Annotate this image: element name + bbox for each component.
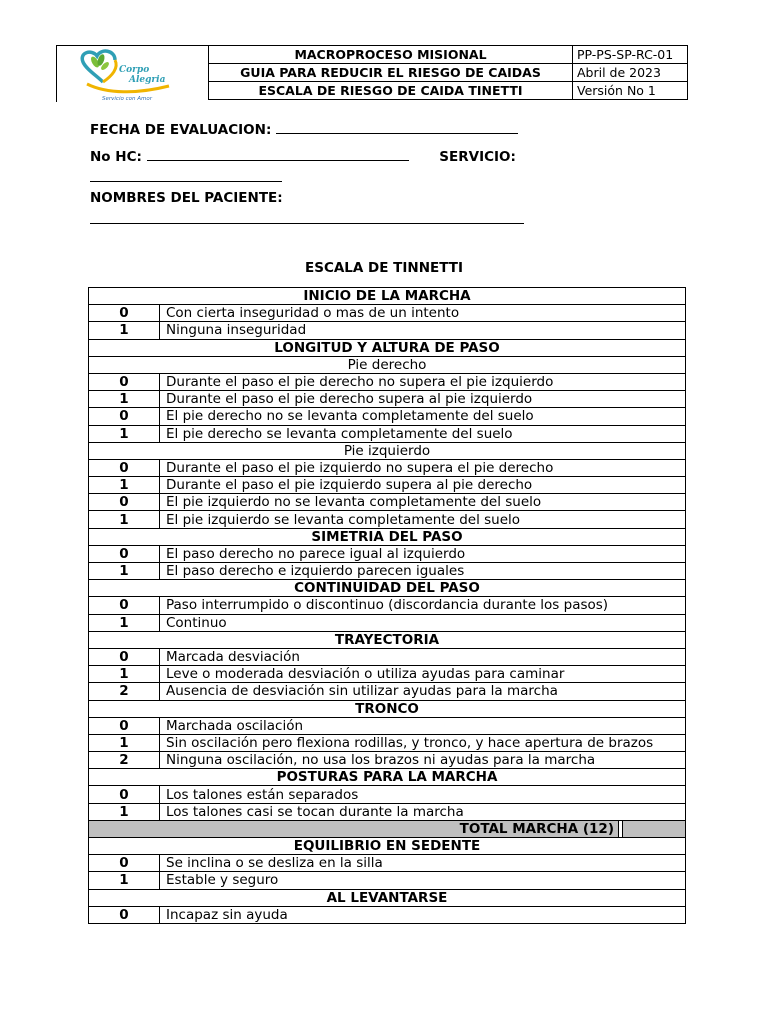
- score-cell: 1: [89, 425, 160, 442]
- svg-text:Corpo: Corpo: [119, 65, 150, 75]
- score-cell: 0: [89, 373, 160, 390]
- table-row: [89, 786, 686, 803]
- header-date: Abril de 2023: [573, 64, 688, 82]
- description-cell: Sin oscilación pero flexiona rodillas, y tronco, y hace apertura de brazos: [160, 734, 686, 751]
- table-row: [89, 683, 686, 700]
- table-row: [89, 494, 686, 511]
- table-row: [89, 305, 686, 322]
- description-cell: El paso derecho no parece igual al izquierdo: [160, 545, 686, 562]
- table-row: [89, 872, 686, 889]
- table-row: [89, 391, 686, 408]
- score-cell: 1: [89, 872, 160, 889]
- score-cell: 0: [89, 717, 160, 734]
- hc-field: [90, 146, 516, 165]
- score-cell: 0: [89, 408, 160, 425]
- score-cell: 1: [89, 477, 160, 494]
- header-title-2: GUIA PARA REDUCIR EL RIESGO DE CAIDAS: [209, 64, 573, 82]
- score-cell: 0: [89, 786, 160, 803]
- company-logo: [56, 45, 209, 102]
- description-cell: El paso derecho e izquierdo parecen iguales: [160, 563, 686, 580]
- description-cell: Continuo: [160, 614, 686, 631]
- table-row: [89, 545, 686, 562]
- table-row: [89, 597, 686, 614]
- description-cell: Durante el paso el pie derecho no supera el pie izquierdo: [160, 373, 686, 390]
- servicio-label: SERVICIO:: [439, 149, 516, 165]
- table-row: [89, 614, 686, 631]
- section-equilibrio: EQUILIBRIO EN SEDENTE: [89, 838, 686, 855]
- tinetti-table: [88, 287, 686, 924]
- description-cell: Los talones están separados: [160, 786, 686, 803]
- table-row: [89, 906, 686, 923]
- description-cell: El pie derecho no se levanta completamente del suelo: [160, 408, 686, 425]
- nombres-label: NOMBRES DEL PACIENTE:: [90, 190, 283, 206]
- table-row: [89, 322, 686, 339]
- fecha-blank[interactable]: [276, 119, 518, 134]
- section-trayectoria: TRAYECTORIA: [89, 631, 686, 648]
- description-cell: El pie derecho se levanta completamente del suelo: [160, 425, 686, 442]
- table-row: [89, 563, 686, 580]
- nombres-blank[interactable]: [90, 209, 524, 224]
- logo-icon: [57, 46, 207, 102]
- fecha-label: FECHA DE EVALUACION:: [90, 122, 272, 138]
- svg-text:Servicio con Amor: Servicio con Amor: [102, 96, 152, 102]
- total-marcha-cell: [89, 820, 686, 837]
- subsection-pie-derecho: Pie derecho: [89, 356, 686, 373]
- header-code: PP-PS-SP-RC-01: [573, 46, 688, 64]
- score-cell: 0: [89, 906, 160, 923]
- description-cell: Paso interrumpido o discontinuo (discordancia durante los pasos): [160, 597, 686, 614]
- header-title-3: ESCALA DE RIESGO DE CAIDA TINETTI: [209, 82, 573, 100]
- score-cell: 1: [89, 511, 160, 528]
- score-cell: 0: [89, 648, 160, 665]
- description-cell: Durante el paso el pie izquierdo no supera el pie derecho: [160, 459, 686, 476]
- header-title-1: MACROPROCESO MISIONAL: [209, 46, 573, 64]
- hc-label: No HC:: [90, 149, 142, 165]
- score-cell: 1: [89, 614, 160, 631]
- score-cell: 0: [89, 459, 160, 476]
- score-cell: 2: [89, 752, 160, 769]
- svg-text:Alegria: Alegria: [129, 75, 166, 85]
- score-cell: 2: [89, 683, 160, 700]
- description-cell: Marcada desviación: [160, 648, 686, 665]
- description-cell: El pie izquierdo no se levanta completamente del suelo: [160, 494, 686, 511]
- score-cell: 0: [89, 305, 160, 322]
- score-cell: 1: [89, 563, 160, 580]
- total-marcha-row: [89, 820, 686, 837]
- section-title: ESCALA DE TINNETTI: [305, 260, 463, 276]
- table-row: [89, 373, 686, 390]
- table-row: [89, 511, 686, 528]
- score-cell: 0: [89, 597, 160, 614]
- table-row: [89, 408, 686, 425]
- fecha-field: [90, 119, 518, 138]
- table-row: [89, 717, 686, 734]
- section-posturas: POSTURAS PARA LA MARCHA: [89, 769, 686, 786]
- section-simetria: SIMETRIA DEL PASO: [89, 528, 686, 545]
- table-row: [89, 734, 686, 751]
- nombres-line-field: [90, 209, 524, 228]
- section-inicio: INICIO DE LA MARCHA: [89, 288, 686, 305]
- score-cell: 0: [89, 545, 160, 562]
- table-row: [89, 855, 686, 872]
- score-cell: 1: [89, 391, 160, 408]
- hc-blank[interactable]: [147, 146, 409, 161]
- description-cell: Ausencia de desviación sin utilizar ayudas para la marcha: [160, 683, 686, 700]
- table-row: [89, 459, 686, 476]
- table-row: [89, 803, 686, 820]
- description-cell: Durante el paso el pie derecho supera al pie izquierdo: [160, 391, 686, 408]
- document-header: [56, 45, 690, 103]
- table-row: [89, 666, 686, 683]
- description-cell: Los talones casi se tocan durante la marcha: [160, 803, 686, 820]
- servicio-blank[interactable]: [90, 167, 282, 182]
- section-tronco: TRONCO: [89, 700, 686, 717]
- servicio-field: [90, 167, 282, 186]
- description-cell: Ninguna oscilación, no usa los brazos ni ayudas para la marcha: [160, 752, 686, 769]
- description-cell: El pie izquierdo se levanta completamente del suelo: [160, 511, 686, 528]
- score-cell: 0: [89, 494, 160, 511]
- subsection-pie-izquierdo: Pie izquierdo: [89, 442, 686, 459]
- nombres-field: [90, 190, 283, 206]
- description-cell: Se inclina o se desliza en la silla: [160, 855, 686, 872]
- table-row: [89, 752, 686, 769]
- section-continuidad: CONTINUIDAD DEL PASO: [89, 580, 686, 597]
- section-longitud: LONGITUD Y ALTURA DE PASO: [89, 339, 686, 356]
- description-cell: Incapaz sin ayuda: [160, 906, 686, 923]
- description-cell: Durante el paso el pie izquierdo supera al pie derecho: [160, 477, 686, 494]
- header-info-table: [208, 45, 688, 100]
- score-cell: 1: [89, 734, 160, 751]
- total-marcha-value[interactable]: [623, 821, 686, 837]
- header-version: Versión No 1: [573, 82, 688, 100]
- description-cell: Con cierta inseguridad o mas de un intento: [160, 305, 686, 322]
- description-cell: Leve o moderada desviación o utiliza ayudas para caminar: [160, 666, 686, 683]
- table-row: [89, 477, 686, 494]
- table-row: [89, 425, 686, 442]
- description-cell: Ninguna inseguridad: [160, 322, 686, 339]
- score-cell: 0: [89, 855, 160, 872]
- score-cell: 1: [89, 322, 160, 339]
- table-row: [89, 648, 686, 665]
- score-cell: 1: [89, 666, 160, 683]
- total-marcha-label: TOTAL MARCHA (12): [89, 821, 619, 837]
- description-cell: Marchada oscilación: [160, 717, 686, 734]
- description-cell: Estable y seguro: [160, 872, 686, 889]
- score-cell: 1: [89, 803, 160, 820]
- section-levantarse: AL LEVANTARSE: [89, 889, 686, 906]
